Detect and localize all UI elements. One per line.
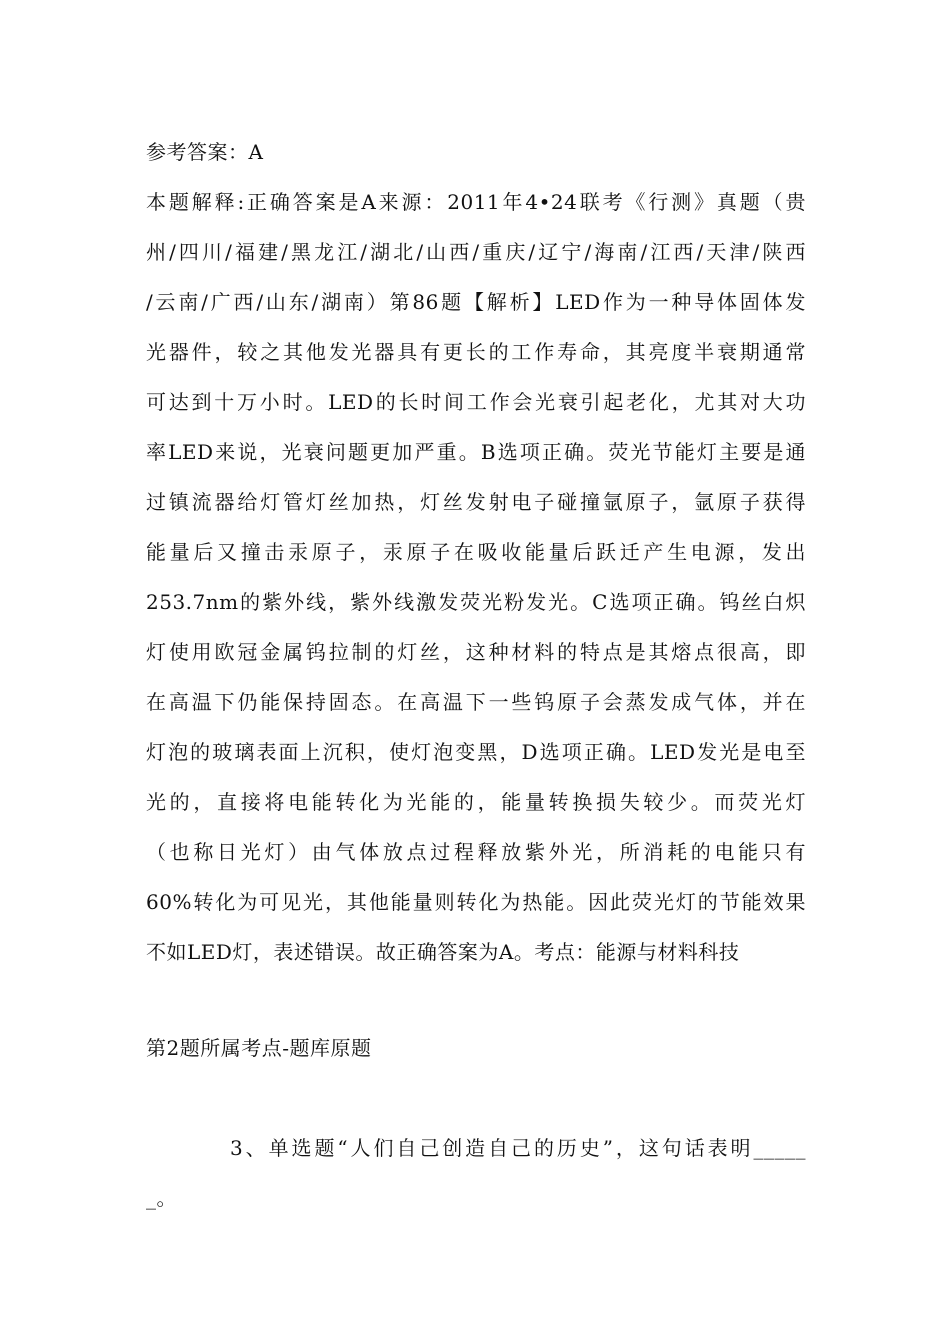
explanation-line: 光的，直接将电能转化为光能的，能量转换损失较少。而荧光灯 xyxy=(146,790,806,814)
explanation-line: 253.7nm的紫外线，紫外线激发荧光粉发光。C选项正确。钨丝白炽 xyxy=(146,590,806,614)
explanation-line: /云南/广西/山东/湖南）第86题【解析】LED作为一种导体固体发 xyxy=(146,290,806,314)
explanation-line: 灯泡的玻璃表面上沉积，使灯泡变黑，D选项正确。LED发光是电至 xyxy=(146,740,806,764)
explanation-line: 可达到十万小时。LED的长时间工作会光衰引起老化，尤其对大功 xyxy=(146,390,806,414)
explanation-line: 能量后又撞击汞原子，汞原子在吸收能量后跃迁产生电源，发出 xyxy=(146,540,806,564)
explanation-line: 州/四川/福建/黑龙江/湖北/山西/重庆/辽宁/海南/江西/天津/陕西 xyxy=(146,240,806,264)
question-text-continued: _。 xyxy=(146,1186,177,1210)
explanation-line: 不如LED灯，表述错误。故正确答案为A。考点：能源与材料科技 xyxy=(146,940,740,964)
explanation-line: 本题解释:正确答案是A来源：2011年4•24联考《行测》真题（贵 xyxy=(146,190,806,214)
explanation-line: 在高温下仍能保持固态。在高温下一些钨原子会蒸发成气体，并在 xyxy=(146,690,806,714)
explanation-line: 灯使用欧冠金属钨拉制的灯丝，这种材料的特点是其熔点很高，即 xyxy=(146,640,806,664)
explanation-line: 光器件，较之其他发光器具有更长的工作寿命，其亮度半衰期通常 xyxy=(146,340,806,364)
question-text: 3、单选题“人们自己创造自己的历史”，这句话表明_____ xyxy=(230,1136,806,1160)
explanation-line: 率LED来说，光衰问题更加严重。B选项正确。荧光节能灯主要是通 xyxy=(146,440,806,464)
explanation-line: （也称日光灯）由气体放点过程释放紫外光，所消耗的电能只有 xyxy=(146,840,806,864)
section-label: 第2题所属考点-题库原题 xyxy=(146,1036,372,1060)
answer-label: 参考答案：A xyxy=(146,140,264,164)
explanation-line: 60%转化为可见光，其他能量则转化为热能。因此荧光灯的节能效果 xyxy=(146,890,806,914)
explanation-line: 过镇流器给灯管灯丝加热，灯丝发射电子碰撞氩原子，氩原子获得 xyxy=(146,490,806,514)
